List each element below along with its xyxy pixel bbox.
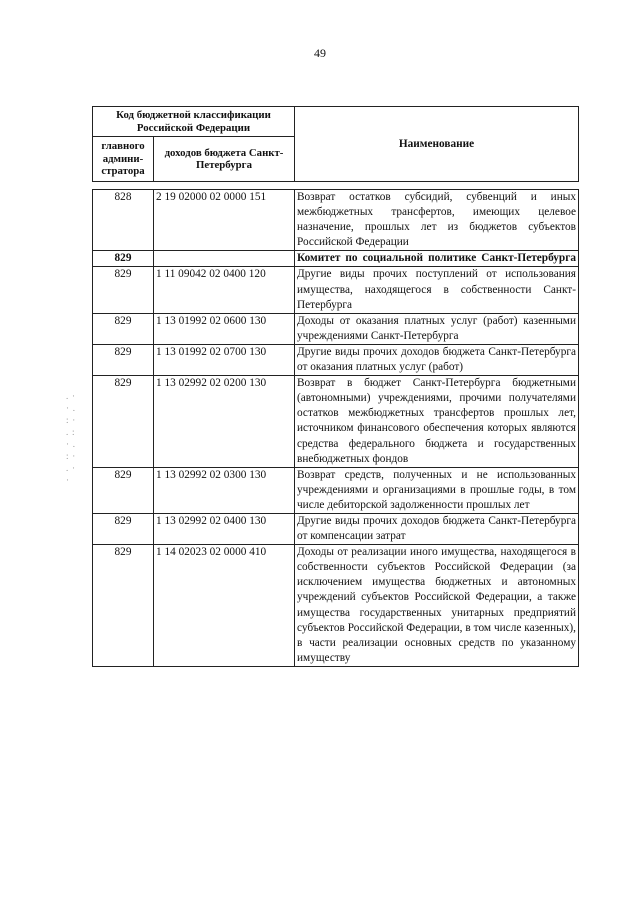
revenue-name: Другие виды прочих доходов бюджета Санкт-Петербурга от компенсации затрат bbox=[295, 513, 579, 544]
revenue-code: 1 13 02992 02 0400 130 bbox=[154, 513, 295, 544]
revenue-code bbox=[154, 251, 295, 267]
table-row bbox=[93, 467, 579, 513]
revenue-code: 1 13 01992 02 0700 130 bbox=[154, 344, 295, 375]
section-title: Комитет по социальной политике Санкт-Петербурга bbox=[295, 251, 579, 267]
margin-scan-marks: . · · . : · . : · . : · . · · bbox=[66, 391, 77, 485]
revenue-code: 2 19 02000 02 0000 151 bbox=[154, 190, 295, 251]
table-header bbox=[92, 106, 579, 182]
admin-code: 829 bbox=[93, 513, 154, 544]
admin-code: 829 bbox=[93, 313, 154, 344]
table-row bbox=[93, 344, 579, 375]
revenue-code: 1 13 01992 02 0600 130 bbox=[154, 313, 295, 344]
budget-classification-header: Код бюджетной классификации Российской Федерации bbox=[93, 107, 295, 137]
table-row bbox=[93, 190, 579, 251]
revenue-code: 1 11 09042 02 0400 120 bbox=[154, 267, 295, 313]
admin-code: 829 bbox=[93, 467, 154, 513]
table-row bbox=[93, 267, 579, 313]
revenue-table bbox=[92, 189, 579, 667]
table-row-section bbox=[93, 251, 579, 267]
admin-code: 828 bbox=[93, 190, 154, 251]
revenue-name: Возврат в бюджет Санкт-Петербурга бюджетными (автономными) учреждениями, прочими получателями остатков межбюджетных трансфертов прошлых лет, источником финансового обеспечения которых являются средства федерального бюджета и государственных внебюджетных фондов bbox=[295, 376, 579, 468]
revenue-name: Доходы от оказания платных услуг (работ) казенными учреждениями Санкт-Петербурга bbox=[295, 313, 579, 344]
revenue-code: 1 13 02992 02 0300 130 bbox=[154, 467, 295, 513]
revenue-name: Возврат остатков субсидий, субвенций и иных межбюджетных трансфертов, имеющих целевое назначение, прошлых лет из бюджетов субъектов Российской Федерации bbox=[295, 190, 579, 251]
revenue-code-column-header: доходов бюджета Санкт-Петербурга bbox=[154, 137, 295, 182]
admin-code: 829 bbox=[93, 344, 154, 375]
admin-code: 829 bbox=[93, 376, 154, 468]
revenue-name: Другие виды прочих поступлений от использования имущества, находящегося в собственности Санкт-Петербурга bbox=[295, 267, 579, 313]
name-column-header: Наименование bbox=[295, 107, 579, 182]
table-row bbox=[93, 376, 579, 468]
page-number: 49 bbox=[314, 46, 326, 60]
revenue-name: Возврат средств, полученных и не использованных учреждениями и организациями в прошлые годы, в том числе дебиторской задолженности прошлых лет bbox=[295, 467, 579, 513]
revenue-name: Другие виды прочих доходов бюджета Санкт-Петербурга от оказания платных услуг (работ) bbox=[295, 344, 579, 375]
revenue-code: 1 13 02992 02 0200 130 bbox=[154, 376, 295, 468]
admin-code: 829 bbox=[93, 251, 154, 267]
revenue-code: 1 14 02023 02 0000 410 bbox=[154, 545, 295, 667]
table-row bbox=[93, 545, 579, 667]
table-row bbox=[93, 513, 579, 544]
admin-code: 829 bbox=[93, 267, 154, 313]
admin-column-header: главного админи-стратора bbox=[93, 137, 154, 182]
admin-code: 829 bbox=[93, 545, 154, 667]
revenue-name: Доходы от реализации иного имущества, находящегося в собственности субъектов Российской Федерации (за исключением имущества бюджетных и автономных учреждений субъектов Российской Федерации, а также имущества государственных унитарных предприятий субъектов Российской Федерации, в том числе казенных), в части реализации основных средств по указанному имуществу bbox=[295, 545, 579, 667]
table-row bbox=[93, 313, 579, 344]
